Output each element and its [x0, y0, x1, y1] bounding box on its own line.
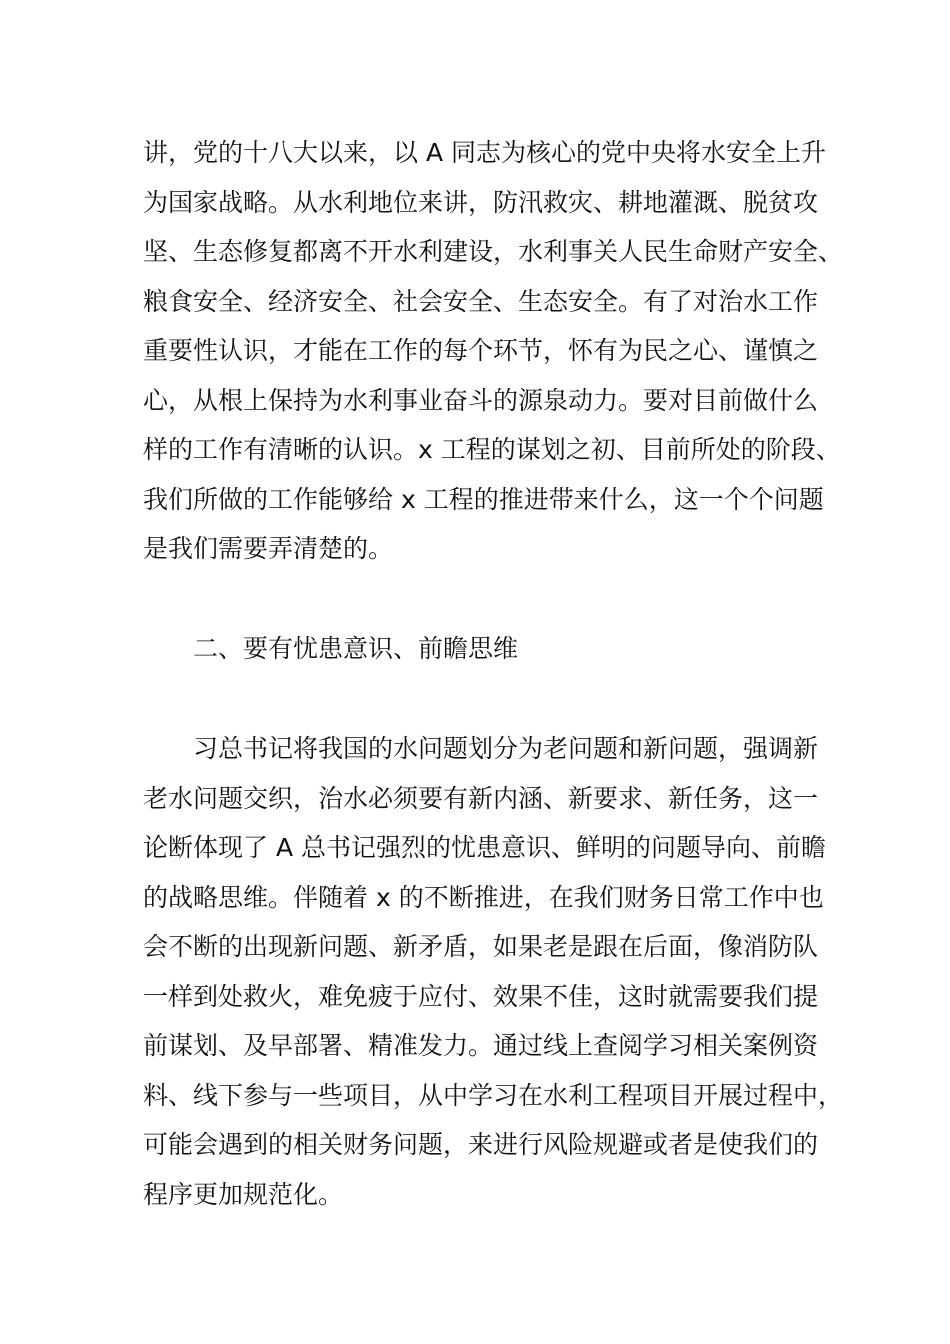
text-line: 习总书记将我国的水问题划分为老问题和新问题，强调新: [193, 734, 819, 763]
text-line: 粮食安全、经济安全、社会安全、生态安全。有了对治水工作: [143, 286, 819, 316]
paragraph-water-security: [143, 128, 844, 574]
text-line: 重要性认识，才能在工作的每个环节，怀有为民之心、谨慎之: [143, 336, 819, 365]
text-line: 讲，党的十八大以来，以 A 同志为核心的党中央将水安全上升: [143, 138, 826, 167]
text-line: 老水问题交织，治水必须要有新内涵、新要求、新任务，这一: [143, 783, 819, 813]
text-line: 是我们需要弄清楚的。: [143, 534, 394, 563]
text-line: 我们所做的工作能够给 x 工程的推进带来什么，这一个个问题: [143, 484, 824, 514]
section-heading-text: 二、要有忧患意识、前瞻思维: [193, 634, 519, 663]
text-line: 论断体现了 A 总书记强烈的忧患意识、鲜明的问题导向、前瞻: [143, 833, 826, 862]
paragraph-forward-thinking: [143, 724, 844, 1219]
text-line: 的战略思维。伴随着 x 的不断推进，在我们财务日常工作中也: [143, 882, 824, 912]
text-line: 一样到处救火，难免疲于应付、效果不佳，这时就需要我们提: [143, 981, 819, 1011]
text-line: 心，从根上保持为水利事业奋斗的源泉动力。要对目前做什么: [143, 385, 819, 415]
section-heading: [143, 624, 823, 674]
text-line: 可能会遇到的相关财务问题，来进行风险规避或者是使我们的: [143, 1130, 819, 1159]
text-line: 料、线下参与一些项目，从中学习在水利工程项目开展过程中，: [143, 1080, 844, 1110]
text-line: 程序更加规范化。: [143, 1179, 344, 1209]
text-line: 为国家战略。从水利地位来讲，防汛救灾、耕地灌溉、脱贫攻: [143, 187, 819, 217]
text-line: 坚、生态修复都离不开水利建设，水利事关人民生命财产安全、: [143, 237, 844, 266]
text-line: 会不断的出现新问题、新矛盾，如果老是跟在后面，像消防队: [143, 932, 819, 961]
text-line: 前谋划、及早部署、精准发力。通过线上查阅学习相关案例资: [143, 1031, 819, 1060]
text-line: 样的工作有清晰的认识。x 工程的谋划之初、目前所处的阶段、: [143, 435, 841, 464]
